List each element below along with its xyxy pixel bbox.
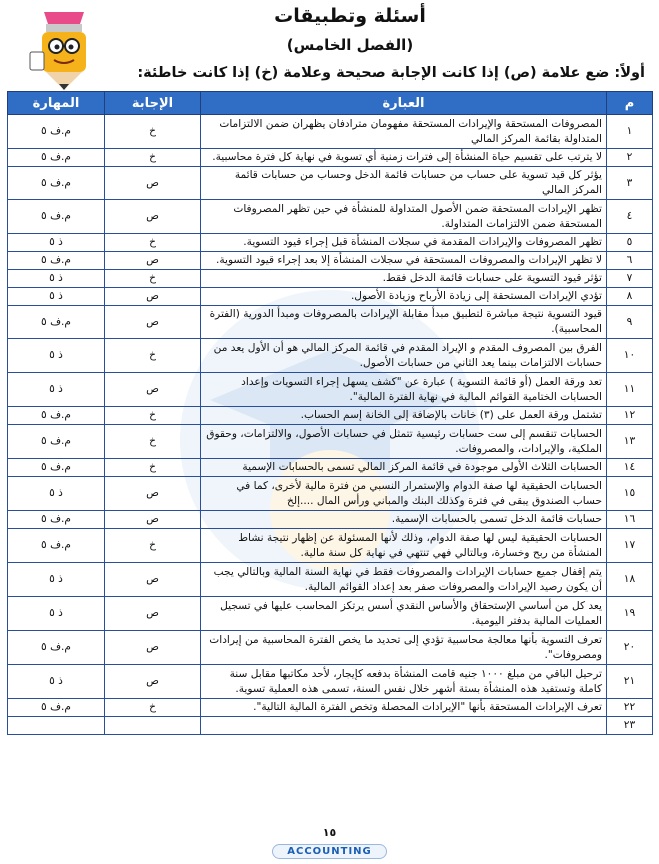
col-header-num: م xyxy=(607,92,653,115)
row-answer: ص xyxy=(105,631,201,665)
row-statement: يؤثر كل قيد تسوية على حساب من حسابات قائمة الدخل وحساب من حسابات قائمة المركز المالي xyxy=(201,167,607,200)
row-skill: م.ف ٥ xyxy=(8,306,105,339)
row-answer: ص xyxy=(105,167,201,200)
row-statement: الحسابات الحقيقية لها صفة الدوام والإستمرار النسبي من فترة مالية لأخرى، كما في حساب الصندوق يبقى في فترة وكذلك البنك والمباني ورأس المال ....إلخ xyxy=(201,477,607,511)
row-number: ٣ xyxy=(607,167,653,200)
row-answer: خ xyxy=(105,425,201,459)
row-skill: م.ف ٥ xyxy=(8,252,105,270)
instruction xyxy=(85,63,645,83)
table-row xyxy=(8,477,653,511)
row-skill: م.ف ٥ xyxy=(8,149,105,167)
table-row xyxy=(8,407,653,425)
row-statement: الحسابات الحقيقية ليس لها صفة الدوام، وذلك لأنها المسئولة عن إظهار نتيجة نشاط المنشأة من ربح وخسارة، وبالتالي فهي تنتهي في نهاية كل سنة مالية. xyxy=(201,529,607,563)
row-number: ١٨ xyxy=(607,563,653,597)
row-number: ١ xyxy=(607,115,653,149)
row-answer: ص xyxy=(105,200,201,234)
row-statement: الحسابات الثلاث الأولى موجودة في قائمة المركز المالي تسمى بالحسابات الإسمية xyxy=(201,459,607,477)
row-number: ١٧ xyxy=(607,529,653,563)
page-number: ١٥ xyxy=(322,826,337,839)
row-answer: خ xyxy=(105,234,201,252)
row-answer: ص xyxy=(105,288,201,306)
footer xyxy=(0,826,659,859)
page-title: أسئلة وتطبيقات xyxy=(274,5,426,27)
row-answer: ص xyxy=(105,373,201,407)
table-row xyxy=(8,167,653,200)
row-skill: م.ف ٥ xyxy=(8,511,105,529)
row-skill: ذ ٥ xyxy=(8,288,105,306)
row-statement: الفرق بين المصروف المقدم و الإيراد المقدم في قائمة المركز المالي هو أن الأول يعد من حسابات الالتزامات بينما يعد الثاني من حسابات الأصول. xyxy=(201,339,607,373)
title-block xyxy=(130,4,570,56)
row-skill: م.ف ٥ xyxy=(8,167,105,200)
row-answer: ص xyxy=(105,511,201,529)
row-statement: تؤثر قيود التسوية على حسابات قائمة الدخل فقط. xyxy=(201,270,607,288)
row-answer: ص xyxy=(105,252,201,270)
table-row xyxy=(8,234,653,252)
row-number: ١٣ xyxy=(607,425,653,459)
row-statement: لا يترتب على تقسيم حياة المنشأة إلى فترات زمنية أي تسوية في نهاية كل فترة محاسبية. xyxy=(201,149,607,167)
row-number: ١١ xyxy=(607,373,653,407)
row-number: ١٩ xyxy=(607,597,653,631)
table-row xyxy=(8,529,653,563)
row-statement: حسابات قائمة الدخل تسمى بالحسابات الإسمية. xyxy=(201,511,607,529)
row-number: ٢٢ xyxy=(607,699,653,717)
row-number: ٢١ xyxy=(607,665,653,699)
table-row xyxy=(8,425,653,459)
row-answer: خ xyxy=(105,529,201,563)
row-answer: خ xyxy=(105,699,201,717)
table-row xyxy=(8,306,653,339)
row-statement: تشتمل ورقة العمل على (٣) خانات بالإضافة إلى الخانة إسم الحساب. xyxy=(201,407,607,425)
questions-table xyxy=(7,91,653,735)
chapter-title: (الفصل الخامس) xyxy=(286,36,414,54)
table-row xyxy=(8,373,653,407)
table-row xyxy=(8,459,653,477)
table-body xyxy=(8,115,653,735)
table-row xyxy=(8,115,653,149)
row-answer: خ xyxy=(105,115,201,149)
row-answer: ص xyxy=(105,665,201,699)
row-skill: ذ ٥ xyxy=(8,270,105,288)
row-skill: م.ف ٥ xyxy=(8,407,105,425)
row-skill: ذ ٥ xyxy=(8,373,105,407)
row-skill: م.ف ٥ xyxy=(8,631,105,665)
row-statement: تعرف التسوية بأنها معالجة محاسبية تؤدي إلى تحديد ما يخص الفترة المحاسبية من إيرادات ومصروفات". xyxy=(201,631,607,665)
row-number: ١٦ xyxy=(607,511,653,529)
row-answer: خ xyxy=(105,407,201,425)
row-skill xyxy=(8,717,105,735)
col-header-statement: العبارة xyxy=(201,92,607,115)
row-statement xyxy=(201,717,607,735)
row-statement: ترحيل الباقي من مبلغ ١٠٠٠ جنيه قامت المنشأة بدفعه كإيجار، لأحد مكاتبها مقابل سنة كاملة وتستفيد هذه المنشأة بستة أشهر خلال نفس السنة، تسمى هذه العملية تسوية. xyxy=(201,665,607,699)
row-answer: ص xyxy=(105,563,201,597)
row-skill: ذ ٥ xyxy=(8,339,105,373)
row-number: ٤ xyxy=(607,200,653,234)
row-skill: م.ف ٥ xyxy=(8,425,105,459)
row-number: ١٤ xyxy=(607,459,653,477)
row-statement: تظهر المصروفات والإيرادات المقدمة في سجلات المنشأة قبل إجراء قيود التسوية. xyxy=(201,234,607,252)
table-header-row xyxy=(8,92,653,115)
row-number: ١٠ xyxy=(607,339,653,373)
table-row xyxy=(8,665,653,699)
table-row xyxy=(8,288,653,306)
table-row xyxy=(8,270,653,288)
row-skill: ذ ٥ xyxy=(8,477,105,511)
row-number: ٢٠ xyxy=(607,631,653,665)
row-answer: خ xyxy=(105,270,201,288)
row-answer: ص xyxy=(105,477,201,511)
row-skill: م.ف ٥ xyxy=(8,459,105,477)
row-skill: ذ ٥ xyxy=(8,597,105,631)
table-row xyxy=(8,563,653,597)
row-skill: ذ ٥ xyxy=(8,234,105,252)
row-statement: تظهر الإيرادات المستحقة ضمن الأصول المتداولة للمنشأة في حين تظهر المصروفات المستحقة ضمن الالتزامات المتداولة. xyxy=(201,200,607,234)
row-answer: ص xyxy=(105,597,201,631)
row-answer: خ xyxy=(105,339,201,373)
col-header-answer: الإجابة xyxy=(105,92,201,115)
table-row xyxy=(8,699,653,717)
row-statement: قيود التسوية نتيجة مباشرة لتطبيق مبدأ مقابلة الإيرادات بالمصروفات ومبدأ الدورية (الفترة المحاسبية). xyxy=(201,306,607,339)
row-statement: تعرف الإيرادات المستحقة بأنها "الإيرادات المحصلة وتخص الفترة المالية التالية". xyxy=(201,699,607,717)
row-number: ٢ xyxy=(607,149,653,167)
table-row xyxy=(8,200,653,234)
row-statement: يتم إقفال جميع حسابات الإيرادات والمصروفات فقط في نهاية السنة المالية وبالتالي يجب أن يكون رصيد الإيرادات والمصروفات صفر بعد إعداد القوائم المالية. xyxy=(201,563,607,597)
row-answer: خ xyxy=(105,149,201,167)
row-skill: م.ف ٥ xyxy=(8,529,105,563)
table-row xyxy=(8,511,653,529)
row-number: ٢٣ xyxy=(607,717,653,735)
row-statement: يعد كل من أساسي الإستحقاق والأساس النقدي أسس يرتكز المحاسب عليها في تسجيل العمليات المالية بدفتر اليومية. xyxy=(201,597,607,631)
row-statement: لا تظهر الإيرادات والمصروفات المستحقة في سجلات المنشأة إلا بعد إجراء قيود التسوية. xyxy=(201,252,607,270)
row-skill: م.ف ٥ xyxy=(8,115,105,149)
row-statement: تعد ورقة العمل (أو قائمة التسوية ) عبارة عن "كشف يسهل إجراء التسويات وإعداد الحسابات الختامية القوائم المالية في نهاية الفترة المالية". xyxy=(201,373,607,407)
row-statement: تؤدي الإيرادات المستحقة إلى زيادة الأرباح وزيادة الأصول. xyxy=(201,288,607,306)
row-skill: ذ ٥ xyxy=(8,665,105,699)
row-number: ٩ xyxy=(607,306,653,339)
table-row xyxy=(8,717,653,735)
row-skill: ذ ٥ xyxy=(8,563,105,597)
instruction-text: ضع علامة (ص) إذا كانت الإجابة صحيحة وعلامة (خ) إذا كانت خاطئة: xyxy=(137,65,610,81)
row-answer: ص xyxy=(105,306,201,339)
row-answer: خ xyxy=(105,459,201,477)
row-number: ٦ xyxy=(607,252,653,270)
table-row xyxy=(8,597,653,631)
table-row xyxy=(8,339,653,373)
col-header-skill: المهارة xyxy=(8,92,105,115)
table-row xyxy=(8,149,653,167)
row-skill: م.ف ٥ xyxy=(8,699,105,717)
row-number: ٨ xyxy=(607,288,653,306)
row-skill: م.ف ٥ xyxy=(8,200,105,234)
row-answer xyxy=(105,717,201,735)
instruction-label: أولاً: xyxy=(614,65,645,81)
row-statement: الحسابات تنقسم إلى ست حسابات رئيسية تتمثل في حسابات الأصول، والالتزامات، وحقوق الملكية، والإيرادات، والمصروفات. xyxy=(201,425,607,459)
row-number: ١٥ xyxy=(607,477,653,511)
row-number: ٧ xyxy=(607,270,653,288)
accounting-logo: ACCOUNTING xyxy=(272,844,387,859)
table-row xyxy=(8,631,653,665)
table-row xyxy=(8,252,653,270)
row-number: ٥ xyxy=(607,234,653,252)
row-number: ١٢ xyxy=(607,407,653,425)
row-statement: المصروفات المستحقة والإيرادات المستحقة مفهومان مترادفان يظهران ضمن الالتزامات المتداولة بقائمة المركز المالي xyxy=(201,115,607,149)
